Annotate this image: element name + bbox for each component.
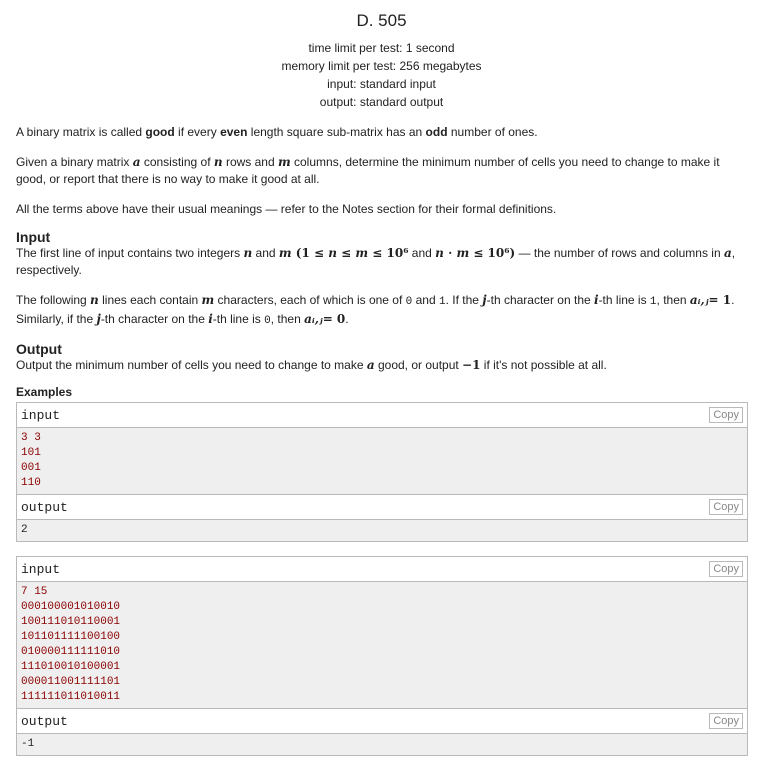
output-file: output: standard output bbox=[319, 95, 444, 109]
code: 1 bbox=[438, 296, 446, 308]
math-var: m bbox=[456, 246, 470, 260]
example-output bbox=[17, 520, 747, 541]
output-label: output bbox=[21, 499, 68, 515]
text: good, or output bbox=[374, 358, 463, 372]
limits bbox=[16, 39, 747, 111]
math-expr: ≤ bbox=[336, 246, 356, 260]
input-spec bbox=[16, 245, 747, 330]
example-line: 3 3 bbox=[21, 432, 41, 444]
math-var: m bbox=[278, 246, 292, 260]
example-line: 110 bbox=[21, 477, 41, 489]
text: , respectively. bbox=[16, 246, 736, 277]
code: 1 bbox=[649, 296, 657, 308]
example-line: 101101111100100 bbox=[21, 631, 121, 643]
text: Output the minimum number of cells you need to change to make bbox=[16, 358, 367, 372]
text: number of ones. bbox=[447, 125, 538, 139]
math-var: m bbox=[355, 246, 369, 260]
copy-button[interactable]: Copy bbox=[709, 561, 743, 577]
text: if every bbox=[174, 125, 221, 139]
math-var: a bbox=[132, 155, 141, 169]
bold-term: good bbox=[145, 125, 175, 139]
example-line: 7 15 bbox=[21, 586, 48, 598]
example-line: 000100001010010 bbox=[21, 601, 121, 613]
output-label: output bbox=[21, 713, 68, 729]
copy-button[interactable]: Copy bbox=[709, 499, 743, 515]
text: consisting of bbox=[140, 155, 214, 169]
example-line: 111111011010011 bbox=[21, 691, 121, 703]
example-line: 2 bbox=[21, 524, 28, 536]
input-label: input bbox=[21, 407, 61, 423]
text: and bbox=[252, 246, 279, 260]
math-expr: · bbox=[443, 246, 457, 260]
example-line: -1 bbox=[21, 738, 35, 750]
math-var: n bbox=[213, 155, 223, 169]
math-var: a bbox=[689, 293, 698, 307]
text: and bbox=[408, 246, 436, 260]
copy-button[interactable]: Copy bbox=[709, 407, 743, 423]
text: lines each contain bbox=[98, 293, 202, 307]
text: , then bbox=[656, 293, 690, 307]
output-header bbox=[17, 708, 747, 734]
paragraph bbox=[16, 154, 747, 188]
example-line: 010000111111010 bbox=[21, 646, 121, 658]
math-var: j bbox=[96, 312, 101, 326]
example bbox=[16, 402, 748, 542]
example-line: 000011001111101 bbox=[21, 676, 121, 688]
text: rows and bbox=[222, 155, 278, 169]
text: . If the bbox=[445, 293, 483, 307]
math-var: i bbox=[594, 293, 599, 307]
text: . bbox=[345, 312, 349, 326]
example-output bbox=[17, 734, 747, 755]
text: and bbox=[412, 293, 439, 307]
paragraph bbox=[16, 124, 747, 141]
text: -th line is bbox=[212, 312, 265, 326]
math-var: j bbox=[482, 293, 487, 307]
example-line: 100111010110001 bbox=[21, 616, 121, 628]
math-expr: ≤ 10⁶ bbox=[368, 246, 409, 260]
math-var: n bbox=[243, 246, 253, 260]
math-var: m bbox=[277, 155, 291, 169]
text: The following bbox=[16, 293, 91, 307]
input-heading: Input bbox=[16, 229, 51, 245]
math-var: i bbox=[208, 312, 213, 326]
example-input bbox=[17, 582, 747, 708]
code: 0 bbox=[264, 315, 271, 327]
input-header bbox=[17, 557, 747, 582]
math-var: n bbox=[435, 246, 444, 260]
output-heading: Output bbox=[16, 341, 62, 357]
bold-term: odd bbox=[425, 125, 448, 139]
text: -th line is bbox=[598, 293, 650, 307]
code: 0 bbox=[405, 296, 413, 308]
example-line: 111010010100001 bbox=[21, 661, 121, 673]
math-var: a bbox=[723, 246, 732, 260]
input-header bbox=[17, 403, 747, 428]
text: A binary matrix is called bbox=[16, 125, 146, 139]
paragraph bbox=[16, 201, 747, 218]
math-var: m bbox=[201, 293, 215, 307]
math-var: a bbox=[304, 312, 312, 326]
problem-title: D. 505 bbox=[356, 11, 407, 30]
paragraph bbox=[16, 245, 747, 279]
text: All the terms above have their usual meanings — refer to the Notes section for their formal definitions. bbox=[16, 202, 557, 216]
text: if it's not possible at all. bbox=[480, 358, 607, 372]
output-header bbox=[17, 494, 747, 520]
text: -th character on the bbox=[486, 293, 594, 307]
example bbox=[16, 556, 748, 756]
copy-button[interactable]: Copy bbox=[709, 713, 743, 729]
output-spec bbox=[16, 357, 747, 374]
math-var: a bbox=[366, 358, 375, 372]
math-expr: = 1 bbox=[708, 293, 732, 307]
paragraph bbox=[16, 292, 747, 330]
example-line: 001 bbox=[21, 462, 41, 474]
example-input bbox=[17, 428, 747, 494]
text: Given a binary matrix bbox=[16, 155, 133, 169]
examples-heading: Examples bbox=[16, 385, 73, 399]
text: characters, each of which is one of bbox=[214, 293, 406, 307]
text: . Similarly, if the bbox=[16, 293, 735, 326]
text: The first line of input contains two integers bbox=[16, 246, 244, 260]
text: columns, determine the minimum number of cells you need to change to make it good, or report that there is no way to make it good at all. bbox=[16, 155, 720, 186]
legend bbox=[16, 124, 747, 218]
math-expr: −1 bbox=[462, 358, 481, 372]
text: -th character on the bbox=[100, 312, 209, 326]
problem-statement bbox=[0, 11, 761, 756]
math-expr: ≤ 10⁶) bbox=[469, 246, 516, 260]
paragraph bbox=[16, 357, 747, 374]
example-line: 101 bbox=[21, 447, 41, 459]
math-var: ᵢ,ⱼ bbox=[311, 312, 323, 326]
math-expr: (1 ≤ bbox=[291, 246, 329, 260]
text: length square sub-matrix has an bbox=[247, 125, 426, 139]
time-limit: time limit per test: 1 second bbox=[308, 41, 455, 55]
bold-term: even bbox=[220, 125, 248, 139]
text: , then bbox=[270, 312, 305, 326]
examples bbox=[16, 402, 747, 756]
text: — the number of rows and columns in bbox=[515, 246, 724, 260]
math-var: n bbox=[90, 293, 99, 307]
math-var: n bbox=[328, 246, 337, 260]
math-var: ᵢ,ⱼ bbox=[697, 293, 709, 307]
input-label: input bbox=[21, 561, 61, 577]
input-file: input: standard input bbox=[327, 77, 436, 91]
math-expr: = 0 bbox=[322, 312, 346, 326]
memory-limit: memory limit per test: 256 megabytes bbox=[281, 59, 482, 73]
